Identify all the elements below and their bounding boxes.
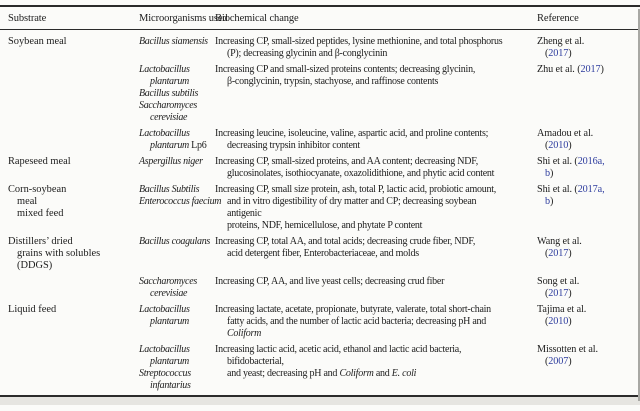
substrate-line xyxy=(8,248,139,260)
text-segment: Increasing CP, small size protein, ash, total P, lactic acid, probiotic amount, xyxy=(215,184,497,195)
substrate-cell xyxy=(8,344,139,392)
text-segment: Coliform xyxy=(339,368,374,379)
text-segment: Shi et al. ( xyxy=(537,184,578,195)
microorganisms-line xyxy=(139,112,215,124)
table-row xyxy=(8,236,636,272)
substrate-line xyxy=(8,304,139,316)
substrate-cell xyxy=(8,36,139,60)
reference-line xyxy=(537,288,636,300)
reference-year-link[interactable]: 2010 xyxy=(548,316,569,327)
reference-year-link[interactable]: 2010 xyxy=(548,140,569,151)
reference-year-link[interactable]: 2017 xyxy=(548,48,569,59)
microorganisms-line xyxy=(139,368,215,380)
substrate-cell xyxy=(8,64,139,124)
microorganisms-line xyxy=(139,64,215,76)
microorganisms-line xyxy=(139,76,215,88)
text-segment: ) xyxy=(550,196,554,207)
text-segment: Streptococcus xyxy=(139,368,191,379)
text-segment: ) xyxy=(568,356,572,367)
biochemical-cell xyxy=(215,344,537,392)
text-segment: and xyxy=(373,368,392,379)
reference-line xyxy=(537,236,636,248)
microorganisms-line xyxy=(139,156,215,168)
substrate-cell xyxy=(8,304,139,340)
substrate-cell xyxy=(8,236,139,272)
text-segment: Lactobacillus xyxy=(139,64,190,75)
substrate-line xyxy=(8,208,139,220)
biochemical-line xyxy=(215,356,537,368)
substrate-cell xyxy=(8,156,139,180)
microorganisms-line xyxy=(139,236,215,248)
text-segment: grains with solubles xyxy=(17,248,101,259)
text-segment: ) xyxy=(568,316,572,327)
text-segment: ) xyxy=(550,168,554,179)
reference-cell xyxy=(537,304,636,340)
text-segment: E. coli xyxy=(391,368,417,379)
text-segment: Saccharomyces xyxy=(139,276,197,287)
text-segment: ( xyxy=(545,248,549,259)
biochemical-line xyxy=(215,248,537,260)
text-segment: Lactobacillus xyxy=(139,128,190,139)
biochemical-line xyxy=(215,220,537,232)
substrate-line xyxy=(8,260,139,272)
text-segment: Liquid feed xyxy=(8,304,57,315)
reference-line xyxy=(537,356,636,368)
biochemical-line xyxy=(215,48,537,60)
microorganisms-line xyxy=(139,140,215,152)
text-segment: Increasing CP, AA, and live yeast cells; decreasing crud fiber xyxy=(215,276,445,287)
text-segment: Enterococcus faecium xyxy=(139,196,222,207)
substrate-cell xyxy=(8,184,139,232)
reference-line xyxy=(537,48,636,60)
table-row xyxy=(8,36,636,60)
text-segment: infantarius xyxy=(150,380,191,391)
text-segment: Increasing lactate, acetate, propionate, butyrate, valerate, total short-chain xyxy=(215,304,491,315)
microorganisms-line xyxy=(139,356,215,368)
biochemical-line xyxy=(215,168,537,180)
text-segment: Saccharomyces xyxy=(139,100,197,111)
reference-line xyxy=(537,304,636,316)
reference-cell xyxy=(537,156,636,180)
text-segment: Increasing CP, small-sized peptides, lysine methionine, and total phosphorus xyxy=(215,36,503,47)
text-segment: Rapeseed meal xyxy=(8,156,71,167)
biochemical-cell xyxy=(215,36,537,60)
table-header-row xyxy=(0,7,640,30)
reference-year-link[interactable]: b xyxy=(545,196,550,207)
header-reference: Reference xyxy=(537,13,579,24)
text-segment: fatty acids, and the number of lactic acid bacteria; decreasing pH and xyxy=(227,316,487,327)
text-segment: Lactobacillus xyxy=(139,304,190,315)
table-row xyxy=(8,156,636,180)
biochemical-line xyxy=(215,208,537,220)
text-segment: Zhu et al. ( xyxy=(537,64,581,75)
reference-year-link[interactable]: 2017 xyxy=(548,288,569,299)
table-row xyxy=(8,304,636,340)
biochemical-line xyxy=(215,304,537,316)
biochemical-line xyxy=(215,276,537,288)
text-segment: antigenic xyxy=(227,208,262,219)
biochemical-cell xyxy=(215,236,537,272)
substrate-line xyxy=(8,36,139,48)
text-segment: and in vitro digestibility of dry matter and CP; decreasing soybean xyxy=(227,196,477,207)
biochemical-line xyxy=(215,236,537,248)
text-segment: ( xyxy=(545,140,549,151)
text-segment: plantarum xyxy=(150,140,189,151)
text-segment: mixed feed xyxy=(17,208,64,219)
substrate-line xyxy=(8,184,139,196)
reference-line xyxy=(537,276,636,288)
reference-line xyxy=(537,344,636,356)
reference-cell xyxy=(537,344,636,392)
reference-cell xyxy=(537,64,636,124)
microorganisms-line xyxy=(139,304,215,316)
substrate-line xyxy=(8,196,139,208)
text-segment: Shi et al. ( xyxy=(537,156,578,167)
table-row xyxy=(8,276,636,300)
reference-cell xyxy=(537,236,636,272)
text-segment: Wang et al. xyxy=(537,236,582,247)
text-segment: plantarum xyxy=(150,356,189,367)
reference-line xyxy=(537,140,636,152)
text-segment: ) xyxy=(568,288,572,299)
text-segment: ) xyxy=(568,48,572,59)
microorganisms-cell xyxy=(139,36,215,60)
text-segment: decreasing trypsin inhibitor content xyxy=(227,140,360,151)
text-segment: bifidobacterial, xyxy=(227,356,284,367)
text-segment: ( xyxy=(545,316,549,327)
reference-year-link[interactable]: 2007 xyxy=(548,356,569,367)
text-segment: ( xyxy=(545,48,549,59)
microorganisms-line xyxy=(139,344,215,356)
header-substrate: Substrate xyxy=(8,13,47,24)
biochemical-line xyxy=(215,156,537,168)
microorganisms-cell xyxy=(139,128,215,152)
text-segment: proteins, NDF, hemicellulose, and phytate P content xyxy=(227,220,423,231)
text-segment: Bacillus subtilis xyxy=(139,88,199,99)
text-segment: cerevisiae xyxy=(150,288,188,299)
table-body xyxy=(0,30,640,392)
text-segment: ) xyxy=(600,64,604,75)
text-segment: cerevisiae xyxy=(150,112,188,123)
substrate-cell xyxy=(8,276,139,300)
biochemical-cell xyxy=(215,184,537,232)
biochemical-cell xyxy=(215,304,537,340)
biochemical-line xyxy=(215,316,537,328)
text-segment: (P); decreasing glycinin and β-conglycinin xyxy=(227,48,388,59)
microorganisms-line xyxy=(139,100,215,112)
biochemical-line xyxy=(215,196,537,208)
text-segment: Lactobacillus xyxy=(139,344,190,355)
page-margin-strip xyxy=(0,397,640,405)
text-segment: Lp6 xyxy=(188,140,207,151)
reference-cell xyxy=(537,184,636,232)
text-segment: ( xyxy=(545,288,549,299)
biochemical-line xyxy=(215,64,537,76)
reference-cell xyxy=(537,128,636,152)
reference-year-link[interactable]: b xyxy=(545,168,550,179)
text-segment: Zheng et al. xyxy=(537,36,585,47)
text-segment: Missotten et al. xyxy=(537,344,598,355)
reference-line xyxy=(537,156,636,168)
text-segment: ( xyxy=(545,356,549,367)
microorganisms-cell xyxy=(139,184,222,232)
reference-line xyxy=(537,184,636,196)
table-row xyxy=(8,344,636,392)
microorganisms-cell xyxy=(139,304,215,340)
microorganisms-cell xyxy=(139,236,215,272)
header-biochemical-change: Biochemical change xyxy=(215,13,299,24)
microorganisms-line xyxy=(139,88,215,100)
microorganisms-line xyxy=(139,288,215,300)
text-segment: Soybean meal xyxy=(8,36,67,47)
header-microorganisms: Microorganisms used xyxy=(139,13,228,24)
text-segment: Increasing lactic acid, acetic acid, ethanol and lactic acid bacteria, xyxy=(215,344,462,355)
text-segment: Coliform xyxy=(227,328,262,339)
paper-table-figure xyxy=(0,5,640,411)
text-segment: ) xyxy=(568,140,572,151)
reference-line xyxy=(537,248,636,260)
microorganisms-line xyxy=(139,196,222,208)
reference-year-link[interactable]: 2016a, xyxy=(577,156,605,167)
biochemical-cell xyxy=(215,64,537,124)
reference-year-link[interactable]: 2017 xyxy=(548,248,569,259)
reference-cell xyxy=(537,36,636,60)
text-segment: (DDGS) xyxy=(17,260,53,271)
biochemical-cell xyxy=(215,276,537,300)
microorganisms-line xyxy=(139,184,215,196)
microorganisms-line xyxy=(139,128,215,140)
biochemical-line xyxy=(215,128,537,140)
reference-line xyxy=(537,64,636,76)
microorganisms-cell xyxy=(139,156,215,180)
table-row xyxy=(8,64,636,124)
microorganisms-line xyxy=(139,276,215,288)
text-segment: Distillers’ dried xyxy=(8,236,73,247)
biochemical-line xyxy=(215,328,537,340)
biochemical-line xyxy=(215,368,537,380)
text-segment: Amadou et al. xyxy=(537,128,594,139)
text-segment: Song et al. xyxy=(537,276,580,287)
biochemical-line xyxy=(215,36,537,48)
text-segment: plantarum xyxy=(150,76,189,87)
biochemical-line xyxy=(215,184,537,196)
reference-year-link[interactable]: 2017a, xyxy=(577,184,605,195)
text-segment: Bacillus Subtilis xyxy=(139,184,200,195)
text-segment: Tajima et al. xyxy=(537,304,587,315)
text-segment: β-conglycinin, trypsin, stachyose, and raffinose contents xyxy=(227,76,439,87)
text-segment: Increasing CP and small-sized proteins contents; decreasing glycinin, xyxy=(215,64,476,75)
reference-cell xyxy=(537,276,636,300)
reference-line xyxy=(537,36,636,48)
table-row xyxy=(8,128,636,152)
biochemical-line xyxy=(215,76,537,88)
microorganisms-cell xyxy=(139,344,215,392)
text-segment: Bacillus coagulans xyxy=(139,236,210,247)
text-segment: Bacillus siamensis xyxy=(139,36,208,47)
microorganisms-cell xyxy=(139,276,215,300)
text-segment: plantarum xyxy=(150,316,189,327)
biochemical-cell xyxy=(215,156,537,180)
microorganisms-line xyxy=(139,380,215,392)
reference-year-link[interactable]: 2017 xyxy=(580,64,601,75)
text-segment: and yeast; decreasing pH and xyxy=(227,368,340,379)
text-segment: Corn-soybean xyxy=(8,184,67,195)
text-segment: Aspergillus niger xyxy=(139,156,203,167)
reference-line xyxy=(537,196,636,208)
text-segment: Increasing CP, total AA, and total acids; decreasing crude fiber, NDF, xyxy=(215,236,476,247)
reference-line xyxy=(537,168,636,180)
microorganisms-line xyxy=(139,316,215,328)
reference-line xyxy=(537,128,636,140)
substrate-line xyxy=(8,236,139,248)
text-segment: acid detergent fiber, Enterobacteriaceae, and molds xyxy=(227,248,419,259)
text-segment: meal xyxy=(17,196,38,207)
text-segment: Increasing leucine, isoleucine, valine, aspartic acid, and proline contents; xyxy=(215,128,489,139)
biochemical-line xyxy=(215,344,537,356)
substrate-line xyxy=(8,156,139,168)
reference-line xyxy=(537,316,636,328)
biochemical-line xyxy=(215,140,537,152)
microorganisms-cell xyxy=(139,64,215,124)
microorganisms-line xyxy=(139,36,215,48)
substrate-cell xyxy=(8,128,139,152)
biochemical-cell xyxy=(215,128,537,152)
text-segment: Increasing CP, small-sized proteins, and AA content; decreasing NDF, xyxy=(215,156,478,167)
text-segment: glucosinolates, isothiocyanate, oxazolidithione, and phytic acid content xyxy=(227,168,495,179)
table-row xyxy=(8,184,636,232)
text-segment: ) xyxy=(568,248,572,259)
